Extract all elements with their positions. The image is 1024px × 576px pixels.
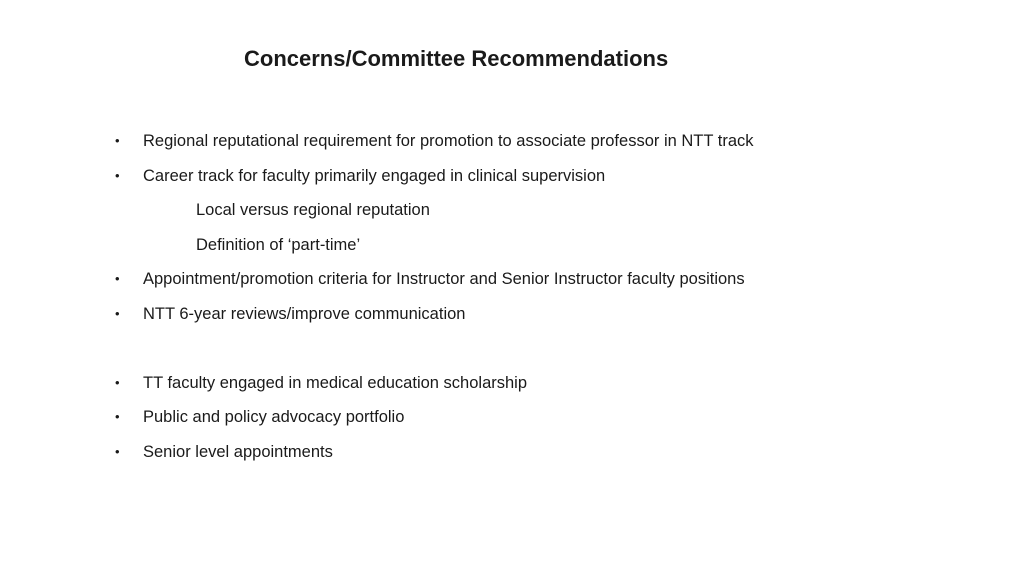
bullet-icon: •: [115, 168, 120, 183]
bullet-icon: •: [115, 409, 120, 424]
bullet-icon: •: [115, 444, 120, 459]
bullet-icon: •: [115, 133, 120, 148]
bullet-item-text: Regional reputational requirement for promotion to associate professor in NTT track: [143, 132, 754, 150]
bullet-item-text: Career track for faculty primarily engaged in clinical supervision: [143, 167, 606, 185]
bullet-item: [0, 372, 1024, 394]
sub-item: [0, 234, 1024, 256]
bullet-item: [0, 441, 1024, 463]
bullet-item: [0, 268, 1024, 290]
bullet-icon: •: [115, 375, 120, 390]
bullet-item-text: TT faculty engaged in medical education scholarship: [143, 374, 528, 392]
bullet-item-text: NTT 6-year reviews/improve communication: [143, 305, 466, 323]
sub-item-text: Definition of ‘part-time’: [196, 236, 361, 254]
sub-item: [0, 199, 1024, 221]
bullet-item: [0, 165, 1024, 187]
bullet-item: [0, 406, 1024, 428]
bullet-item: [0, 130, 1024, 152]
slide-title: Concerns/Committee Recommendations: [244, 46, 669, 71]
bullet-icon: •: [115, 306, 120, 321]
bullet-item-text: Public and policy advocacy portfolio: [143, 408, 405, 426]
sub-item-text: Local versus regional reputation: [196, 201, 430, 219]
bullet-item: [0, 303, 1024, 325]
bullet-item-text: Appointment/promotion criteria for Instructor and Senior Instructor faculty positions: [143, 270, 745, 288]
bullet-icon: •: [115, 271, 120, 286]
bullet-item-text: Senior level appointments: [143, 443, 333, 461]
